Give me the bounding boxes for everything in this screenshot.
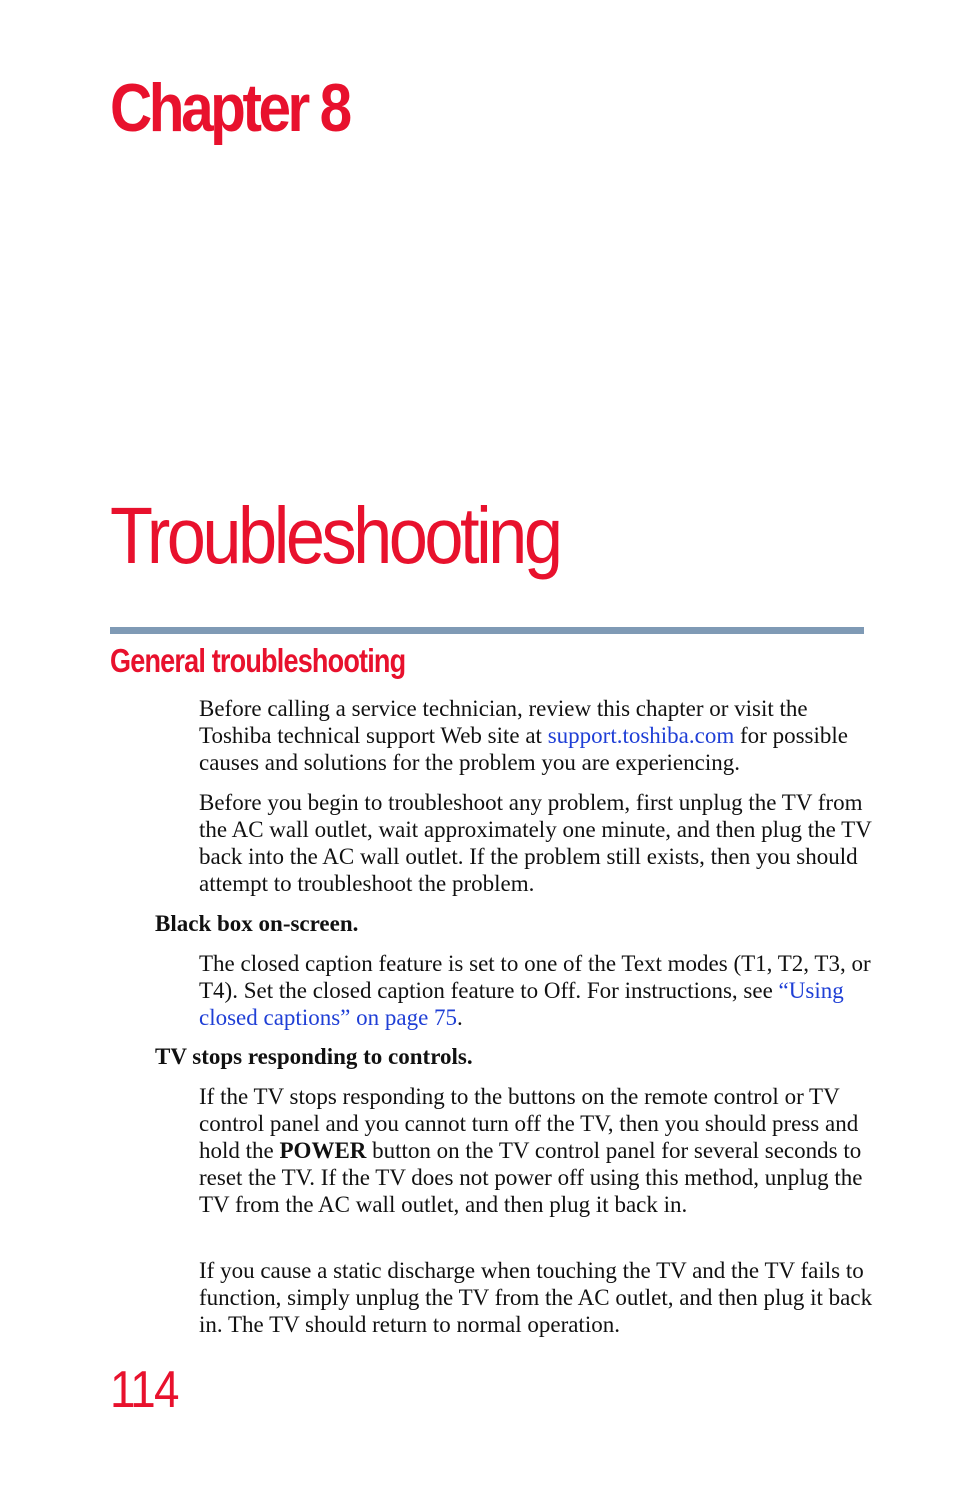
black-box-solution xyxy=(199,950,874,1031)
problem-heading-black-box: Black box on-screen. xyxy=(155,911,359,936)
intro-text-start: Before calling a service technician, review this chapter or visit the Toshiba technical support Web site at xyxy=(199,696,808,748)
intro-text-end: for possible causes and solutions for the problem you are experiencing. xyxy=(199,723,848,775)
support-website-link[interactable]: support.toshiba.com xyxy=(547,723,735,748)
intro-paragraph-1 xyxy=(199,695,874,776)
tv-stops-text-start: If the TV stops responding to the buttons on the remote control or TV control panel and you cannot turn off the TV, then you should press and hold the xyxy=(199,1084,859,1163)
chapter-label: Chapter 8 xyxy=(110,70,349,146)
tv-stops-solution-1 xyxy=(199,1083,874,1218)
page-number: 114 xyxy=(110,1361,178,1419)
power-button-label: POWER xyxy=(279,1138,367,1163)
problem-heading-tv-stops: TV stops responding to controls. xyxy=(155,1044,473,1069)
black-box-text-start: The closed caption feature is set to one of the Text modes (T1, T2, T3, or T4). Set the closed caption feature to Off. For instructions, see xyxy=(199,951,871,1003)
chapter-title: Troubleshooting xyxy=(110,491,560,580)
section-heading: General troubleshooting xyxy=(110,642,406,679)
black-box-text-end: . xyxy=(457,1005,463,1030)
closed-captions-link[interactable]: “Using closed captions” on page 75 xyxy=(199,978,844,1030)
tv-stops-solution-2: If you cause a static discharge when touching the TV and the TV fails to function, simply unplug the TV from the AC outlet, and then plug it back in. The TV should return to normal operation. xyxy=(199,1258,873,1337)
intro-paragraph-2: Before you begin to troubleshoot any problem, first unplug the TV from the AC wall outlet, wait approximately one minute, and then plug the TV back into the AC wall outlet. If the problem still exists, then you should attempt to troubleshoot the problem. xyxy=(199,790,872,896)
section-divider xyxy=(110,627,864,634)
tv-stops-text-end: button on the TV control panel for several seconds to reset the TV. If the TV does not power off using this method, unplug the TV from the AC wall outlet, and then plug it back in. xyxy=(199,1138,863,1217)
